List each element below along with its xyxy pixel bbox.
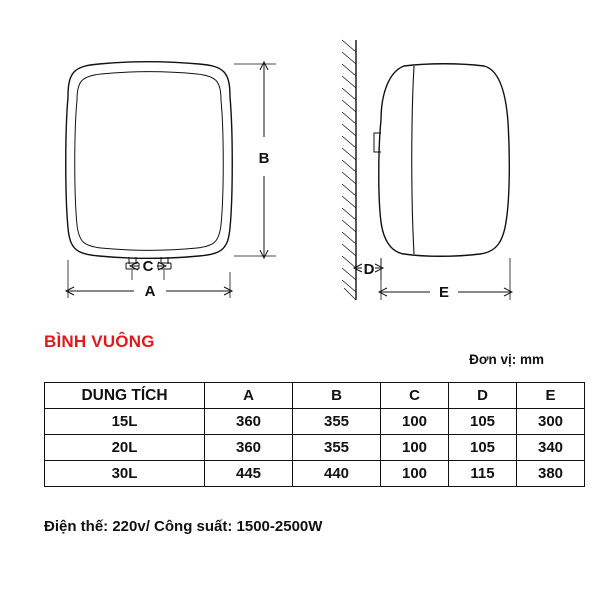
cell-volume: 30L bbox=[45, 461, 205, 487]
front-body-outline bbox=[66, 62, 233, 259]
spec-table bbox=[44, 382, 585, 487]
header-volume: DUNG TÍCH bbox=[45, 383, 205, 409]
dim-label-d: D bbox=[363, 261, 375, 278]
cell-volume: 20L bbox=[45, 435, 205, 461]
table-row bbox=[45, 435, 585, 461]
header-a: A bbox=[205, 383, 293, 409]
cell-d: 105 bbox=[449, 435, 517, 461]
front-inner-panel bbox=[75, 72, 224, 251]
cell-b: 355 bbox=[293, 435, 381, 461]
cell-e: 380 bbox=[517, 461, 585, 487]
table-row bbox=[45, 409, 585, 435]
cell-a: 360 bbox=[205, 435, 293, 461]
unit-note: Đơn vị: mm bbox=[469, 352, 544, 367]
page-title: BÌNH VUÔNG bbox=[44, 332, 155, 351]
footer-note: Điện thế: 220v/ Công suất: 1500-2500W bbox=[44, 518, 323, 535]
cell-b: 440 bbox=[293, 461, 381, 487]
cell-e: 340 bbox=[517, 435, 585, 461]
cell-a: 445 bbox=[205, 461, 293, 487]
title-row bbox=[0, 332, 600, 372]
dim-label-a: A bbox=[144, 283, 156, 300]
cell-b: 355 bbox=[293, 409, 381, 435]
header-e: E bbox=[517, 383, 585, 409]
table-row bbox=[45, 461, 585, 487]
cell-d: 105 bbox=[449, 409, 517, 435]
header-c: C bbox=[381, 383, 449, 409]
cell-volume: 15L bbox=[45, 409, 205, 435]
table-header-row bbox=[45, 383, 585, 409]
cell-c: 100 bbox=[381, 461, 449, 487]
cell-c: 100 bbox=[381, 409, 449, 435]
cell-c: 100 bbox=[381, 435, 449, 461]
header-b: B bbox=[293, 383, 381, 409]
cell-a: 360 bbox=[205, 409, 293, 435]
cell-e: 300 bbox=[517, 409, 585, 435]
side-front-edge bbox=[412, 66, 414, 254]
dim-label-c: C bbox=[142, 258, 154, 275]
dim-label-b: B bbox=[258, 150, 270, 167]
header-d: D bbox=[449, 383, 517, 409]
dim-label-e: E bbox=[438, 284, 450, 301]
side-body-outline bbox=[379, 64, 510, 257]
wall-hatching bbox=[342, 40, 356, 300]
cell-d: 115 bbox=[449, 461, 517, 487]
